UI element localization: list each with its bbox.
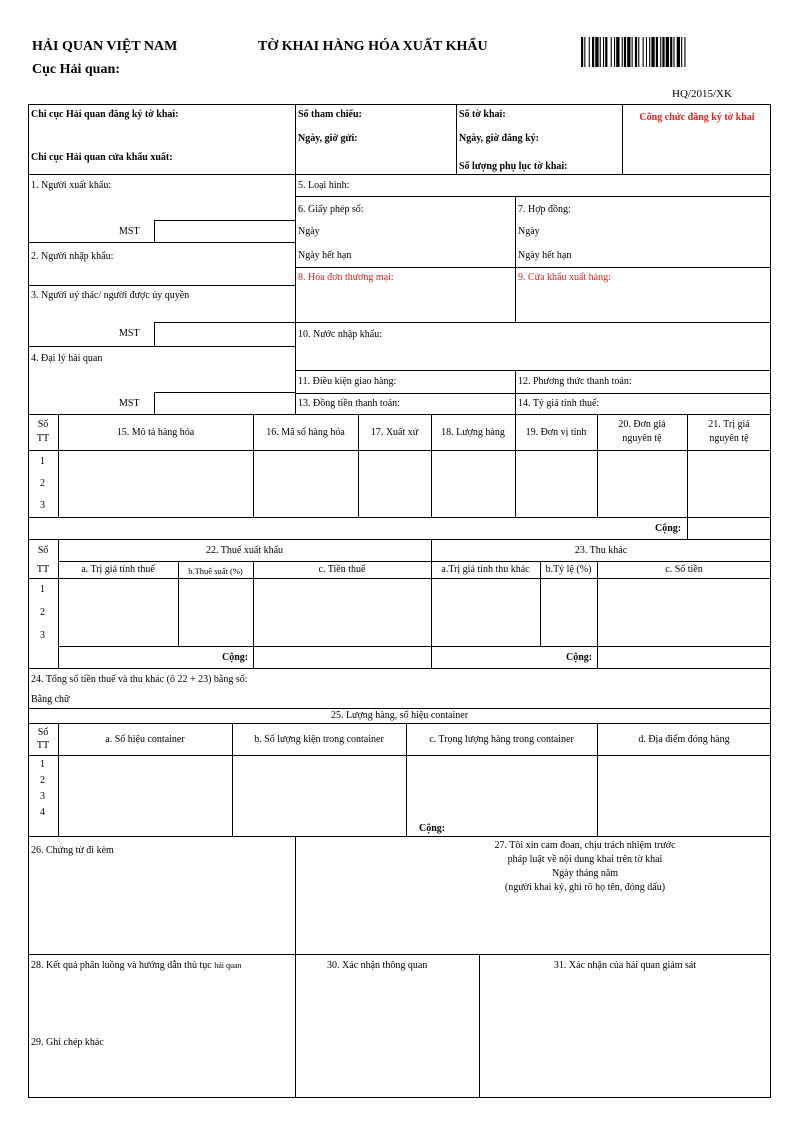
tax-stt-header-2: TT [36, 564, 50, 575]
appendix-count-label: Số lượng phụ lục tờ khai: [459, 161, 568, 172]
goods-qty-header: 18. Lượng hàng [441, 427, 505, 438]
goods-stt-header-2: TT [36, 433, 50, 444]
agent-label: 4. Đại lý hải quan [31, 353, 103, 364]
other-rate-header: b.Tỷ lệ (%) [545, 564, 592, 575]
tax-row-number: 1 [40, 584, 45, 595]
goods-unit-header: 19. Đơn vị tính [525, 427, 587, 438]
consignor-label: 3. Người uỷ thác/ người được ủy quyền [31, 290, 190, 301]
reg-time-label: Ngày, giờ đăng ký: [459, 133, 539, 144]
invoice-label: 8. Hóa đơn thương mại: [298, 272, 394, 283]
container-row-number: 2 [40, 775, 45, 786]
goods-desc-header: 15. Mô tả hàng hóa [116, 427, 195, 438]
license-expiry-label: Ngày hết hạn [298, 250, 352, 261]
container-no-header: a. Số hiệu container [105, 734, 185, 745]
routing-result-label [31, 960, 242, 972]
container-stt-header-2: TT [36, 740, 50, 751]
agent-mst-label: MST [119, 398, 140, 409]
department-label: Cục Hải quan: [32, 62, 120, 77]
container-packages-header: b. Số lượng kiện trong container [254, 734, 384, 745]
goods-total-label: Cộng: [655, 523, 682, 534]
goods-unit-price-header-2: nguyên tệ [622, 433, 662, 444]
clearance-label: 30. Xác nhận thông quan [327, 960, 428, 971]
border-office-label: Chi cục Hải quan cửa khẩu xuất: [31, 152, 173, 163]
contract-label: 7. Hợp đồng: [518, 204, 571, 215]
routing-result-main: 28. Kết quả phân luồng và hướng dẫn thủ tục [31, 960, 212, 971]
container-stt-header-1: Số [37, 727, 49, 738]
delivery-terms-label: 11. Điều kiện giao hàng: [298, 376, 397, 387]
other-value-header: a.Trị giá tính thu khác [441, 564, 530, 575]
officer-label: Công chức đăng ký tờ khai [639, 112, 755, 123]
routing-result-small: hải quan [214, 961, 242, 970]
tax-row-number: 2 [40, 607, 45, 618]
supervision-label: 31. Xác nhận của hải quan giám sát [553, 960, 697, 971]
agency-title: HẢI QUAN VIỆT NAM [32, 39, 178, 54]
goods-row-number: 2 [40, 478, 45, 489]
container-total-label: Cộng: [419, 823, 446, 834]
goods-value-header-2: nguyên tệ [709, 433, 749, 444]
exporter-label: 1. Người xuất khẩu: [31, 180, 112, 191]
decl-no-label: Số tờ khai: [459, 109, 506, 120]
importer-label: 2. Người nhập khẩu: [31, 251, 114, 262]
tax-rate-header: b.Thuế suất (%) [188, 566, 243, 576]
other-tax-header: 23. Thu khác [574, 545, 628, 556]
goods-hs-header: 16. Mã số hàng hóa [266, 427, 345, 438]
form-title: TỜ KHAI HÀNG HÓA XUẤT KHẨU [258, 39, 488, 54]
import-country-label: 10. Nước nhập khẩu: [298, 329, 383, 340]
contract-expiry-label: Ngày hết hạn [518, 250, 572, 261]
form-code: HQ/2015/XK [672, 88, 732, 100]
license-label: 6. Giấy phép số: [298, 204, 364, 215]
goods-row-number: 1 [40, 456, 45, 467]
export-tax-header: 22. Thuế xuất khẩu [205, 545, 284, 556]
goods-row-number: 3 [40, 500, 45, 511]
payment-method-label: 12. Phương thức thanh toán: [518, 376, 632, 387]
export-port-label: 9. Cửa khẩu xuất hàng: [518, 272, 611, 283]
tax-sum-label: 24. Tổng số tiền thuế và thu khác (ô 22 + 23) bằng số: [31, 674, 248, 685]
goods-stt-header-1: Số [37, 419, 49, 430]
container-title: 25. Lượng hàng, số hiệu container [330, 710, 469, 721]
tax-value-header: a. Trị giá tính thuế [81, 564, 155, 575]
goods-value-header-1: 21. Trị giá [708, 419, 750, 430]
container-weight-header: c. Trọng lượng hàng trong container [429, 734, 574, 745]
goods-unit-price-header-1: 20. Đơn giá [618, 419, 666, 430]
attached-docs-label: 26. Chứng từ đi kèm [31, 845, 114, 856]
other-notes-label: 29. Ghi chép khác [31, 1037, 104, 1048]
declaration-frame [28, 104, 771, 1098]
reg-office-label: Chi cục Hải quan đăng ký tờ khai: [31, 109, 179, 120]
container-row-number: 4 [40, 807, 45, 818]
other-total-label: Cộng: [566, 652, 593, 663]
tax-total-label: Cộng: [222, 652, 249, 663]
goods-origin-header: 17. Xuất xứ [370, 427, 419, 438]
sent-time-label: Ngày, giờ gửi: [298, 133, 358, 144]
tax-stt-header-1: Số [37, 545, 49, 556]
container-row-number: 3 [40, 791, 45, 802]
pledge-line-4: (người khai ký, ghi rõ họ tên, đóng dấu) [504, 882, 666, 893]
container-row-number: 1 [40, 759, 45, 770]
contract-date-label: Ngày [518, 226, 540, 237]
pledge-line-2: pháp luật về nội dung khai trên tờ khai [507, 854, 663, 865]
tax-rate-label: 14. Tỷ giá tính thuế: [518, 398, 600, 409]
tax-amount-header: c. Tiền thuế [318, 564, 366, 575]
type-label: 5. Loại hình: [298, 180, 350, 191]
currency-label: 13. Đồng tiền thanh toán: [298, 398, 400, 409]
barcode-icon [581, 37, 761, 67]
ref-no-label: Số tham chiếu: [298, 109, 362, 120]
tax-sum-words-label: Bằng chữ [31, 694, 70, 705]
container-place-header: d. Địa điểm đóng hàng [638, 734, 730, 745]
exporter-mst-label: MST [119, 226, 140, 237]
tax-row-number: 3 [40, 630, 45, 641]
consignor-mst-label: MST [119, 328, 140, 339]
pledge-line-1: 27. Tôi xin cam đoan, chịu trách nhiệm trước [494, 840, 676, 851]
pledge-line-3: Ngày tháng năm [551, 868, 619, 879]
other-amount-header: c. Số tiền [665, 564, 703, 575]
license-date-label: Ngày [298, 226, 320, 237]
